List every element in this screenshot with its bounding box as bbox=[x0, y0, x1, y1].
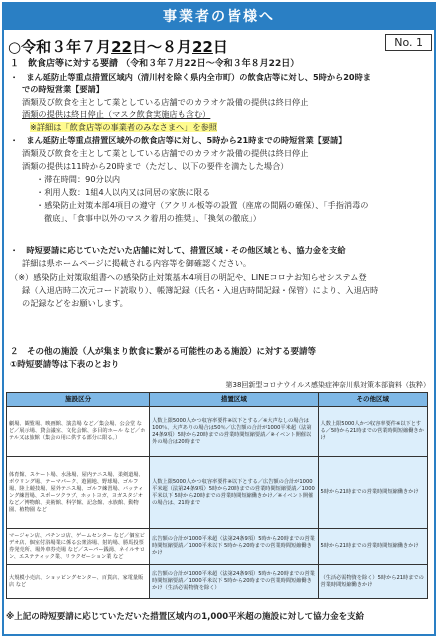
source-note: 第38回新型コロナウイルス感染症神奈川県対策本部資料（抜粋） bbox=[225, 381, 430, 389]
sec1-line3: 酒類及び飲食を主として業としている店舗でのカラオケ設備の提供は終日停止 bbox=[22, 97, 309, 107]
sec1-line10: ・利用人数：1組4人以内又は同居の家族に限る bbox=[36, 187, 211, 197]
sec1-line13: ・ 時短要請に応じていただいた店舗に対して、措置区域・その他区域とも、協力金を支給 bbox=[10, 245, 346, 255]
table-cell-other: （生活必需物資を除く）5時から21時までの営業時間短縮働きかけ bbox=[318, 565, 427, 599]
table-cell-other: 人数上限5000人かつ収容率要件※以下とする／5時から21時までの営業時間短縮働きかけ bbox=[318, 407, 427, 457]
table-cell-measure: 人数上限5000人かつ収容率要件※以下とする／広告額の合計が1000平米超（法第24条9項）5時から20時までの営業時間短縮要請／1000平米以下 5時から20時までの営業時間短縮働きかけ／※イベント開催の場合は、21時まで bbox=[150, 457, 318, 529]
sec1-line6: ・ まん延防止等重点措置区域外の飲食店等に対し、5時から21時までの時短営業【要請】 bbox=[10, 135, 347, 145]
table-cell-facility: 体育館、スケート場、水泳場、屋内テニス場、柔剣道場、ボウリング場、テーマパーク、遊園地、野球場、ゴルフ場、陸上競技場、屋外テニス場、ゴルフ練習場、バッティング練習場、スポーツクラブ、ホットヨガ、ヨガスタジオ など／博物館、美術館、科学館、記念館、水族館、動物園、植物園 など bbox=[7, 457, 150, 529]
section1-heading: １ 飲食店等に対する要請 bbox=[10, 59, 119, 69]
table-row bbox=[7, 407, 428, 457]
sec1-line9: ・滞在時間：90分以内 bbox=[36, 174, 121, 184]
table-header-row bbox=[7, 393, 428, 407]
sec1-line2: での時短営業【要請】 bbox=[22, 84, 104, 94]
date-mid: 日～８月 bbox=[131, 38, 192, 56]
table-cell-other: 5時から21時までの営業時間短縮働きかけ bbox=[318, 457, 427, 529]
sec1-line1: ・ まん延防止等重点措置区域内（清川村を除く県内全市町）の飲食店等に対し、5時から20時ま bbox=[10, 72, 371, 82]
bottom-note: ※上記の時短要請に応じていただいた措置区域内の1,000平米超の施設に対して協力金を支給 bbox=[6, 612, 365, 622]
section2-subtitle: ①時短要請等は下表のとおり bbox=[10, 360, 120, 370]
facility-table bbox=[6, 392, 428, 599]
sec1-line14: 詳細は県ホームページに掲載される内容等を御確認ください。 bbox=[22, 258, 252, 268]
sec1-line5 bbox=[30, 121, 217, 133]
sec1-line7: 酒類及び飲食を主として業としている店舗でのカラオケ設備の提供は終日停止 bbox=[22, 148, 309, 158]
date-start-day: 22 bbox=[111, 38, 132, 56]
table-cell-measure: 広告額の合計が1000平米超（法第24条9項）5時から20時までの営業時間短縮要請／1000平米以下 5時から20時までの営業時間短縮働きかけ（生活必需物資を除く） bbox=[150, 565, 318, 599]
section2-title: ２ その他の施設（人が集まり飲食に繋がる可能性のある施設）に対する要請等 bbox=[10, 347, 317, 357]
sec1-line8: 酒類の提供は11時から20時まで（ただし、以下の要件を満たした場合） bbox=[22, 161, 289, 171]
table-cell-measure: 広告額の合計が1000平米超（法第24条9項）5時から20時までの営業時間短縮要請／1000平米以下 5時から20時までの営業時間短縮働きかけ bbox=[150, 529, 318, 565]
section1-title bbox=[10, 58, 299, 70]
sec1-line15: （※）感染防止対策取組書への感染防止対策基本4項目の明記や、LINEコロナお知らせシステム登 bbox=[10, 272, 367, 282]
table-header: 措置区域 bbox=[150, 393, 318, 407]
table-cell-facility: 劇場、観覧場、映画館、演芸場 など／集会場、公会堂 など／展示場、貸会議室、文化会館、多目的ホール など／ホテル又は旅館（集会の用に供する部分に限る。） bbox=[7, 407, 150, 457]
sec1-line12: 徹底」、「食事中以外のマスク着用の推奨」、「換気の徹底」） bbox=[44, 213, 261, 223]
page-number-box: No. 1 bbox=[385, 34, 432, 51]
section1-period: （令和３年７月22日～令和３年８月22日） bbox=[121, 59, 300, 69]
table-cell-facility: 大規模小売店、ショッピングセンター、百貨店、家電量販店 など bbox=[7, 565, 150, 599]
table-header: 施設区分 bbox=[7, 393, 150, 407]
sec1-line4: 酒類の提供は終日停止（マスク飲食実施店も含む） bbox=[22, 109, 211, 119]
sec1-line11: ・感染防止対策本部4項目の遵守（アクリル板等の設置（座席の間隔の確保）、「手指消毒の bbox=[36, 200, 369, 210]
sec1-line17: の記録などをお願いします。 bbox=[22, 298, 128, 308]
banner-title: 事業者の皆様へ bbox=[4, 4, 434, 30]
date-prefix: ○令和３年７月 bbox=[8, 38, 112, 56]
sec1-line5-text: ※詳細は「飲食店等の事業者のみなさまへ」を参照 bbox=[30, 122, 217, 132]
period-date bbox=[8, 36, 228, 57]
table-cell-measure: 人数上限5000人かつ収容率要件※以下とする／※大声なしの場合は100％、大声ありの場合は50％／広告額の合計が1000平米超（法第24条9項）5時から20時までの営業時間短縮要請／※イベント開催以外の場合は20時まで bbox=[150, 407, 318, 457]
table-cell-other: 5時から21時までの営業時間短縮働きかけ bbox=[318, 529, 427, 565]
table-header: その他区域 bbox=[318, 393, 427, 407]
date-suffix: 日 bbox=[212, 38, 228, 56]
table-row bbox=[7, 529, 428, 565]
table-cell-facility: マージャン店、パチンコ店、ゲームセンター など／個室ビデオ店、個室付浴場業に係る公衆浴場、射的場、勝馬投票券発売所、場外車券売場 など／スーパー銭湯、ネイルサロン、エステティック業、リラクゼーション業 など bbox=[7, 529, 150, 565]
table-row bbox=[7, 565, 428, 599]
date-end-day: 22 bbox=[191, 38, 213, 56]
sec1-line16: 録（入退店時二次元コード読取り）、帳簿記録（氏名・入退店時間記録・保管）により、入退店時 bbox=[22, 285, 379, 295]
table-row bbox=[7, 457, 428, 529]
